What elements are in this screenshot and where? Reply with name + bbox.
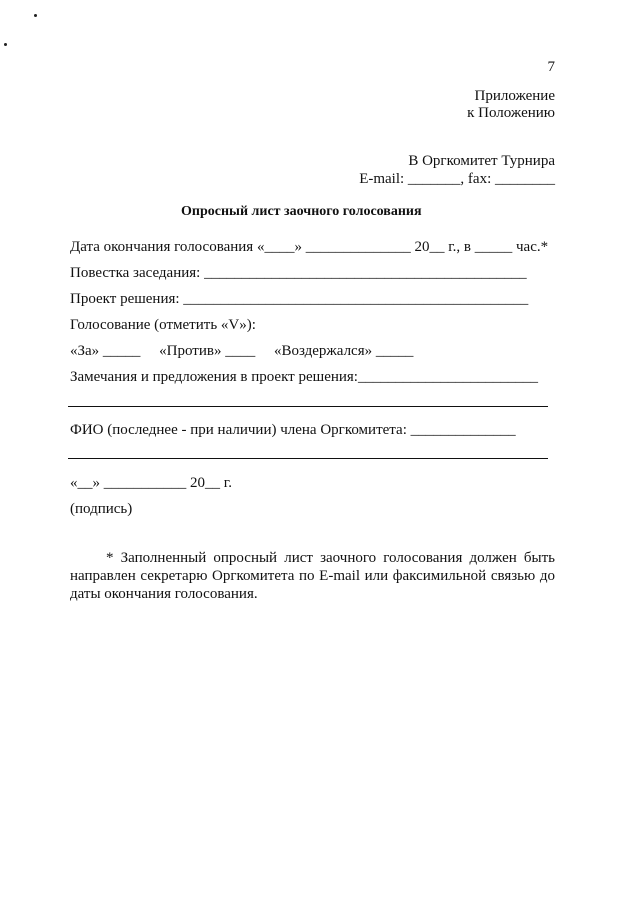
- draft-decision-field: Проект решения: ______________________________________________: [70, 291, 529, 307]
- recipient-line-1: В Оргкомитет Турнира: [408, 153, 555, 169]
- remarks-field: Замечания и предложения в проект решения:________________________: [70, 369, 538, 385]
- remarks-blank-line: [68, 406, 548, 407]
- page-number: 7: [547, 59, 555, 75]
- agenda-field: Повестка заседания: ___________________________________________: [70, 265, 527, 281]
- date-field: «__» ___________ 20__ г.: [70, 475, 232, 491]
- appendix-line-2: к Положению: [467, 105, 555, 121]
- fio-blank-line: [68, 458, 548, 459]
- voting-instruction: Голосование (отметить «V»):: [70, 317, 256, 333]
- fio-field: ФИО (последнее - при наличии) члена Оргкомитета: ______________: [70, 422, 516, 438]
- recipient-contact: E-mail: _______, fax: ________: [359, 171, 555, 187]
- scan-speck: [34, 14, 37, 17]
- scan-speck: [4, 43, 7, 46]
- footnote-text: * Заполненный опросный лист заочного голосования должен быть направлен секретарю Оргкомитета по E-mail или факсимильной связью до даты окончания голосования.: [70, 550, 555, 602]
- footnote: [70, 549, 555, 603]
- appendix-line-1: Приложение: [474, 88, 555, 104]
- signature-label: (подпись): [70, 501, 133, 517]
- deadline-field: Дата окончания голосования «____» ______________ 20__ г., в _____ час.*: [70, 239, 549, 255]
- form-title: Опросный лист заочного голосования: [181, 204, 422, 219]
- vote-options: «За» _____ «Против» ____ «Воздержался» _____: [70, 343, 414, 359]
